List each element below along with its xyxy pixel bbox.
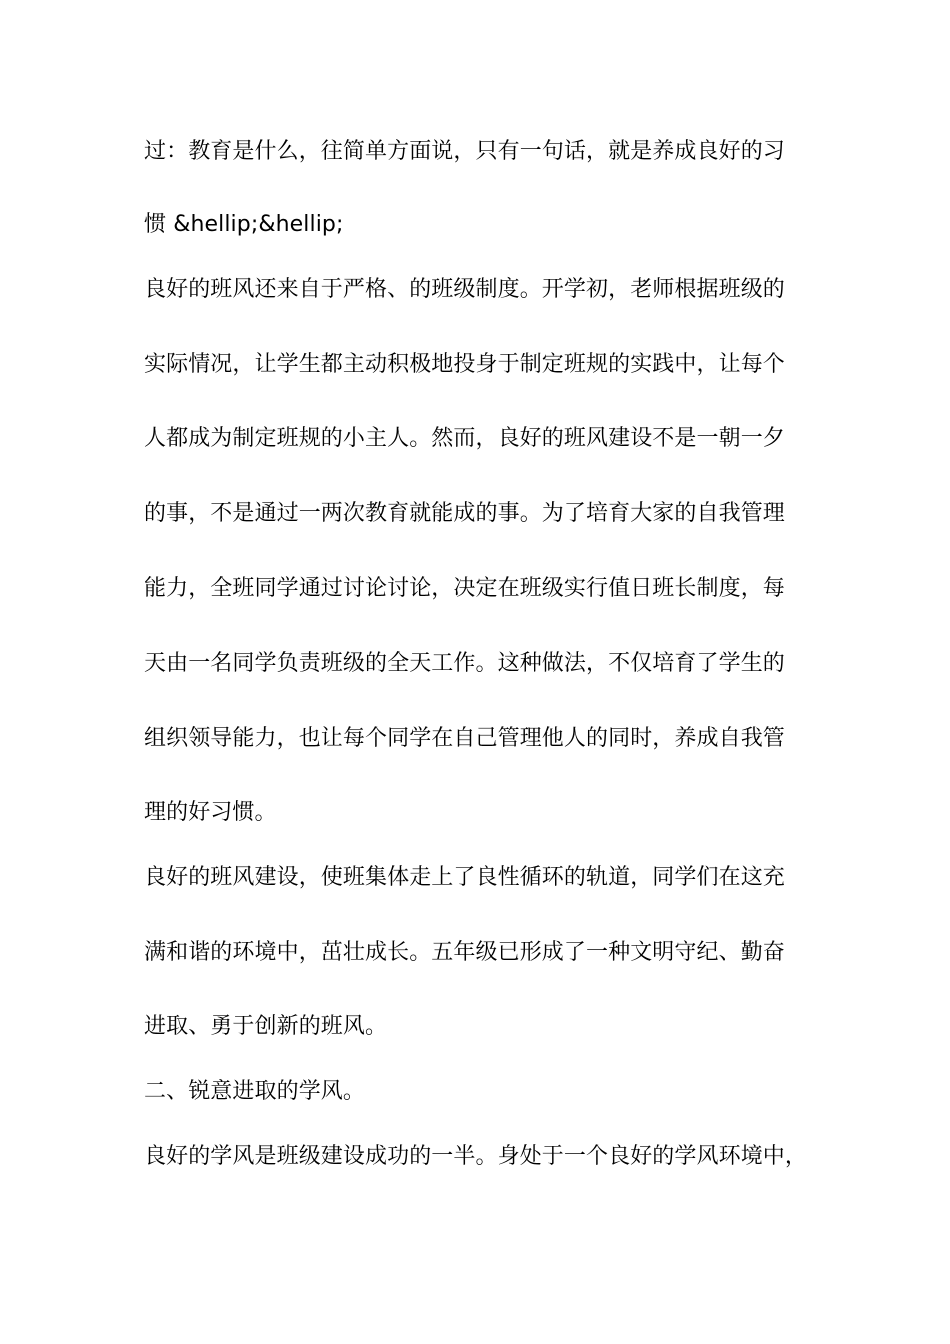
paragraph-start-line: 良好的班风建设，使班集体走上了良性循环的轨道，同学们在这充: [144, 865, 785, 890]
text-line: 满和谐的环境中，茁壮成长。五年级已形成了一种文明守纪、勤奋: [144, 940, 785, 965]
text-line: 理的好习惯。: [144, 800, 277, 825]
text-line: 天由一名同学负责班级的全天工作。这种做法，不仅培育了学生的: [144, 651, 785, 676]
text-line: 进取、勇于创新的班风。: [144, 1014, 388, 1039]
paragraph-start-line: 良好的学风是班级建设成功的一半。身处于一个良好的学风环境中，: [144, 1144, 808, 1169]
text-line: 实际情况，让学生都主动积极地投身于制定班规的实践中，让每个: [144, 352, 785, 377]
text-line: 人都成为制定班规的小主人。然而，良好的班风建设不是一朝一夕: [144, 426, 785, 451]
text-line: 过：教育是什么，往简单方面说，只有一句话，就是养成良好的习: [144, 139, 785, 164]
text-line: 组织领导能力，也让每个同学在自己管理他人的同时，养成自我管: [144, 726, 785, 751]
paragraph-start-line: 良好的班风还来自于严格、的班级制度。开学初，老师根据班级的: [144, 277, 785, 302]
section-heading: 二、锐意进取的学风。: [144, 1079, 366, 1104]
text-line: 惯 &hellip;&hellip;: [144, 212, 344, 237]
text-line: 的事，不是通过一两次教育就能成的事。为了培育大家的自我管理: [144, 501, 785, 526]
text-line: 能力，全班同学通过讨论讨论，决定在班级实行值日班长制度，每: [144, 576, 785, 601]
